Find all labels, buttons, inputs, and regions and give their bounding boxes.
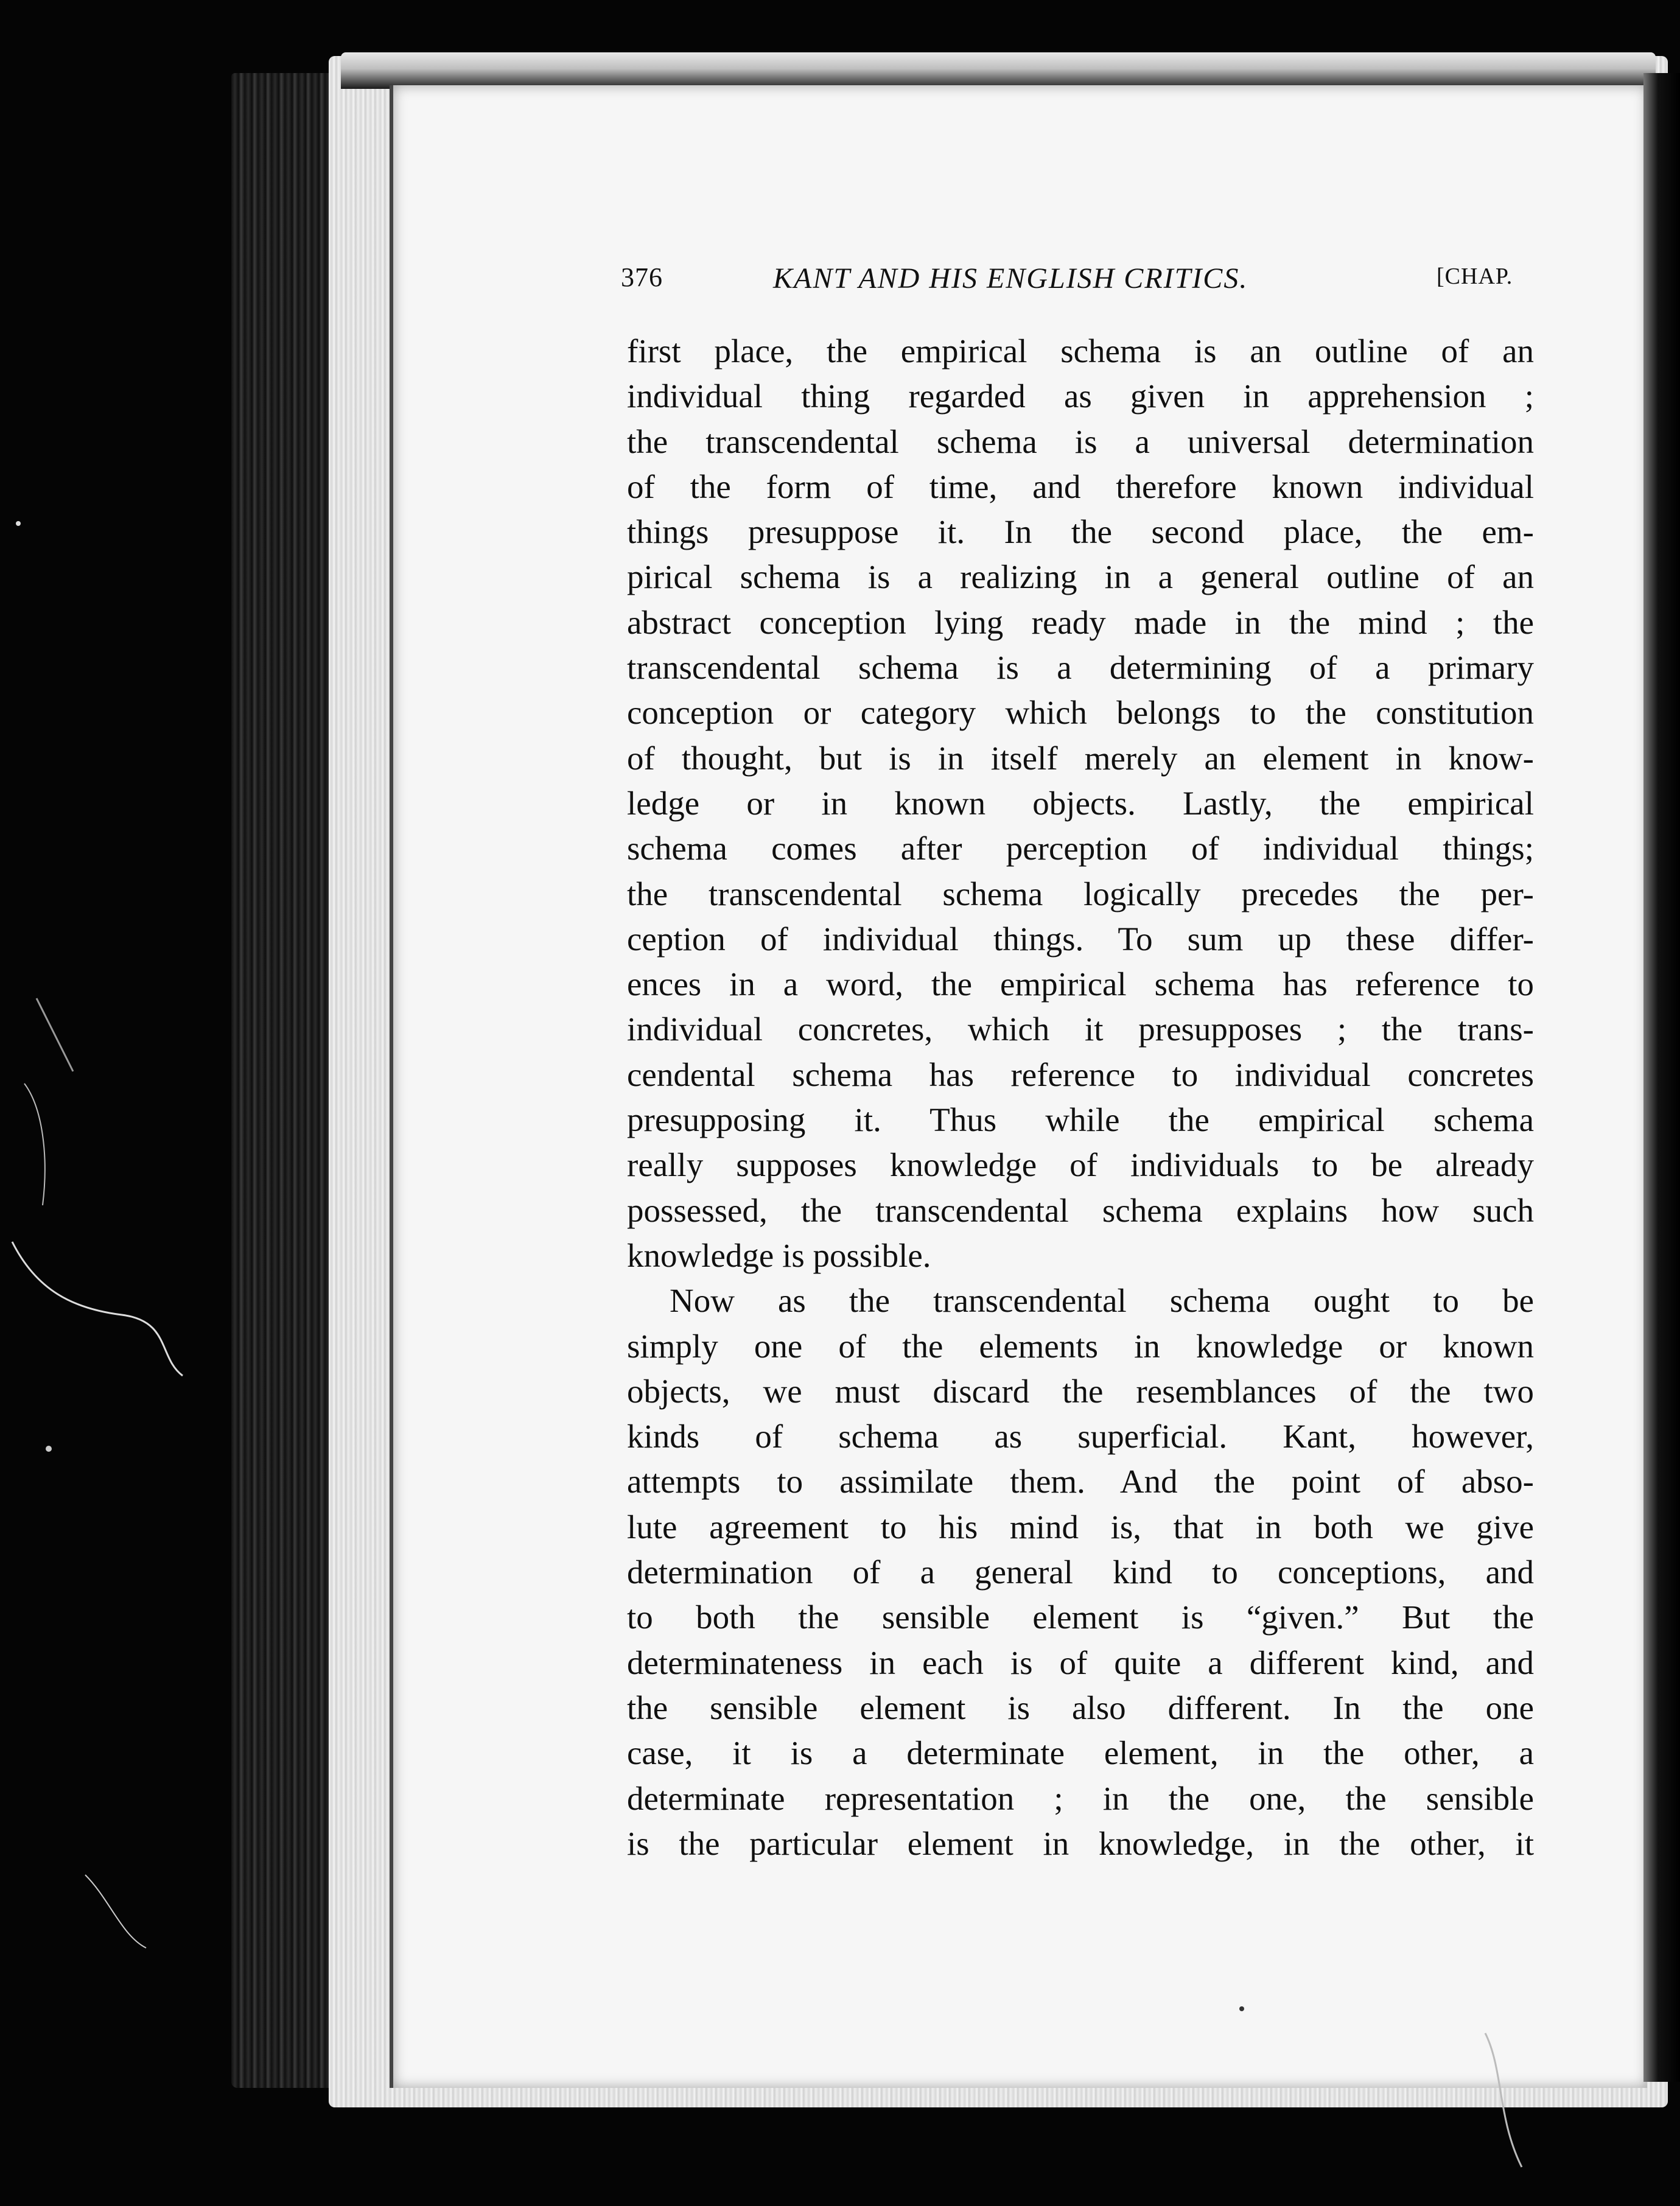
text-line: individual thing regarded as given in apprehension ;: [627, 377, 1534, 415]
page-right-shadow: [1643, 73, 1680, 2082]
text-line: kinds of schema as superficial. Kant, however,: [627, 1418, 1534, 1455]
paragraph-1: [627, 329, 1534, 1278]
text-line: things presuppose it. In the second place, the em-: [627, 513, 1534, 551]
text-line: really supposes knowledge of individuals to be already: [627, 1146, 1534, 1184]
text-line: determinate representation ; in the one, the sensible: [627, 1779, 1534, 1817]
text-line: first place, the empirical schema is an outline of an: [627, 332, 1534, 369]
text-line: the transcendental schema is a universal determination: [627, 422, 1534, 460]
text-line: ledge or in known objects. Lastly, the empirical: [627, 784, 1534, 822]
text-line: schema comes after perception of individual things;: [627, 830, 1534, 867]
text-line: ception of individual things. To sum up these differ-: [627, 920, 1534, 958]
text-line: cendental schema has reference to individual concretes: [627, 1056, 1534, 1093]
text-line: lute agreement to his mind is, that in both we give: [627, 1508, 1534, 1546]
text-line: the transcendental schema logically precedes the per-: [627, 875, 1534, 912]
text-line: determinateness in each is of quite a different kind, and: [627, 1644, 1534, 1681]
text-line: Now as the transcendental schema ought to be: [670, 1282, 1534, 1320]
text-line: of the form of time, and therefore known individual: [627, 467, 1534, 505]
text-line: determination of a general kind to conceptions, and: [627, 1553, 1534, 1591]
text-line: presupposing it. Thus while the empirical schema: [627, 1101, 1534, 1139]
text-line: knowledge is possible.: [627, 1236, 931, 1274]
page-top-edge: [341, 52, 1656, 89]
page-number: 376: [621, 262, 663, 292]
text-line: of thought, but is in itself merely an element in know-: [627, 739, 1534, 777]
running-head: [621, 262, 1534, 310]
text-line: individual concretes, which it presupposes ; the trans-: [627, 1010, 1534, 1048]
chapter-tag: [CHAP.: [1437, 264, 1513, 289]
body-text: [627, 329, 1534, 1866]
text-line: ences in a word, the empirical schema has reference to: [627, 965, 1534, 1003]
text-line: the sensible element is also different. In the one: [627, 1689, 1534, 1726]
text-line: objects, we must discard the resemblances of the two: [627, 1372, 1534, 1410]
text-line: attempts to assimilate them. And the point of abso-: [627, 1463, 1534, 1500]
text-line: abstract conception lying ready made in the mind ; the: [627, 603, 1534, 641]
text-line: simply one of the elements in knowledge or known: [627, 1327, 1534, 1365]
text-line: transcendental schema is a determining of a primary: [627, 649, 1534, 687]
text-line: conception or category which belongs to the constitution: [627, 694, 1534, 732]
text-line: pirical schema is a realizing in a general outline of an: [627, 558, 1534, 596]
running-title: KANT AND HIS ENGLISH CRITICS.: [773, 262, 1248, 295]
text-line: to both the sensible element is “given.” But the: [627, 1598, 1534, 1636]
text-line: is the particular element in knowledge, in the other, it: [627, 1824, 1534, 1862]
text-line: possessed, the transcendental schema explains how such: [627, 1191, 1534, 1229]
text-line: case, it is a determinate element, in the other, a: [627, 1734, 1534, 1772]
paragraph-2: [627, 1278, 1534, 1866]
